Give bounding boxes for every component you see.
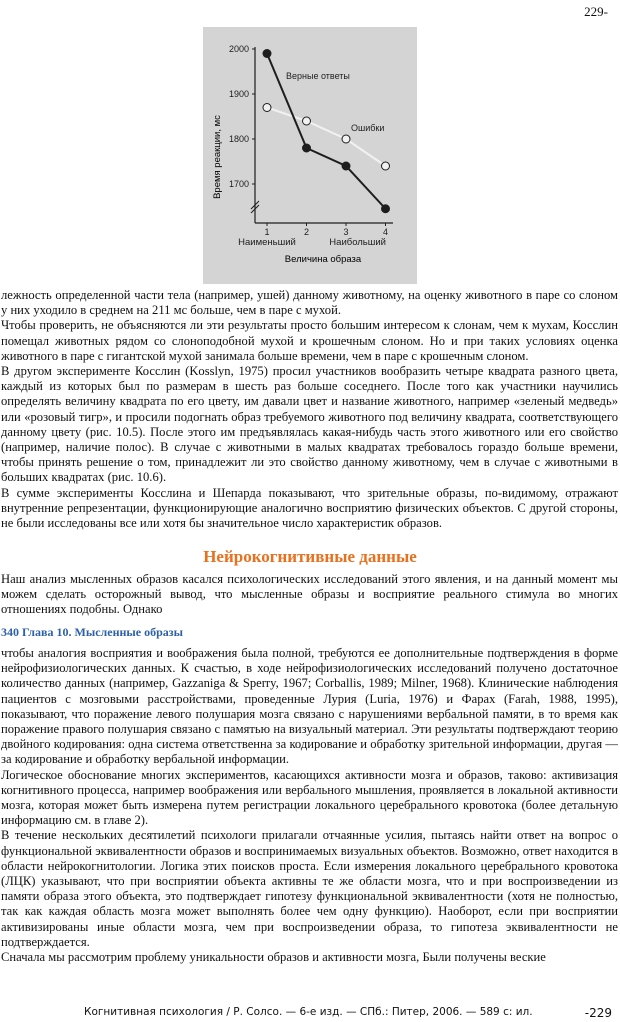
paragraph: Логическое обоснование многих экспериментов, касающихся активности мозга и образов, таково: активизация когнитивного процесса, например воображения или вербального мышления, проявляется в локальной активности мозга, которая может быть измерена путем регистрации локального церебрального кровотока (более детальную информацию см. в главе 2). (1, 767, 618, 828)
text-block-top (1, 288, 618, 531)
text-block-main (1, 646, 618, 965)
paragraph: В другом эксперименте Косслин (Kosslyn, 1975) просил участников вообразить четыре квадрата разного цвета, каждый из которых был по размерам в шесть раз больше соседнего. После того как участники научились определять величину квадрата по его цвету, им давали цвет и название животного, например «зеленый медведь» или «розовый тигр», и просили подогнать образ требуемого животного под величину квадрата, соответствующего данному цвету (рис. 10.5). После этого им предъявлялась какая-нибудь часть этого животного или его свойство (например, наличие полос). В случае с животными в малых квадратах требовалось гораздо больше времени, чтобы принять решение о том, принадлежит ли это свойство данному животному, чем в случае с животными в больших квадратах (рис. 10.6). (1, 364, 618, 485)
paragraph: Сначала мы рассмотрим проблему уникальности образов и активности мозга, Были получены веские (1, 950, 546, 965)
paragraph: В сумме эксперименты Косслина и Шепарда показывают, что зрительные образы, по-видимому, отражают внутренние репрезентации, функционирующие аналогично восприятию физических объектов. С другой стороны, не были исследованы все или хотя бы значительное число характеристик образов. (1, 485, 618, 531)
data-point (382, 162, 390, 170)
paragraph: Наш анализ мысленных образов касался психологических исследований этого явления, и на данный момент мы можем сделать осторожный вывод, что мысленные образы и восприятие реального стимула во многих отношениях подобны. Однако (1, 572, 618, 617)
data-point (263, 50, 271, 58)
reaction-time-figure (203, 27, 417, 284)
y-tick-label: 1800 (228, 134, 249, 144)
y-tick-label: 1900 (228, 89, 249, 99)
paragraph: Чтобы проверить, не объясняются ли эти результаты просто большим интересом к слонам, чем к мухам, Косслин помещал животных рядом со слоноподобной мухой и крошечным слоном. Но и при таких условиях оценка животного в паре с гигантской мухой занимала больше времени, чем в паре с крошечным слоном. (1, 318, 618, 363)
y-tick-label: 2000 (228, 44, 249, 54)
data-point (263, 104, 271, 112)
x-tick-label: 1 (264, 227, 270, 237)
y-tick-label: 1700 (228, 179, 249, 189)
text-block-intro (1, 572, 618, 618)
paragraph: В течение нескольких десятилетий психологи прилагали отчаянные усилия, пытаясь найти ответ на вопрос о функциональной эквивалентности образов и воспринимаемых визуальных объектов. Возможно, ответ находится в области нейрокогнитологии. Логика этих поисков проста. Если измерения локального церебрального кровотока (ЛЦК) указывают, что при восприятии объекта активны те же области мозга, что и при воспроизведении из памяти образа этого объекта, это подтверждает гипотезу функциональной эквивалентности (хотя не полностью, так как каждая область мозга может выполнять более чем одну функцию). Наоборот, если при восприятии активизированы иные области мозга, чем при воспроизведении образа, то гипотеза эквивалентности не подтверждается. (1, 828, 618, 949)
data-point (303, 144, 311, 152)
paragraph: чтобы аналогия восприятия и воображения была полной, требуются ее дополнительные подтверждения в форме нейрофизиологических данных. К счастью, в ходе нейрофизиологических исследований получено достаточное количество данных (например, Gazzaniga & Sperry, 1967; Corballis, 1989; Milner, 1968). Клинические наблюдения пациентов с мозговыми расстройствами, проведенные Лурия (Luria, 1976) и Фарах (Farah, 1988, 1995), показывают, что поражение левого полушария мозга связано с нарушениями вербальной памяти, в то время как поражение правого полушария связано с памятью на визуальный материал. Эти результаты подтверждают теорию двойного кодирования: одна система ответственна за кодирование и обработку зрительной информации, другая — за кодирование и обработку вербальной информации. (1, 646, 618, 767)
paragraph: лежность определенной части тела (например, ушей) данному животному, на оценку животного в паре со слоном у них уходило в среднем на 211 мс больше, чем в паре с мухой. (1, 288, 618, 318)
chapter-reference: 340 Глава 10. Мысленные образы (1, 625, 183, 639)
series-label-errors: Ошибки (351, 123, 385, 133)
data-point (342, 162, 350, 170)
data-point (303, 117, 311, 125)
x-tick-label: 3 (343, 227, 349, 237)
data-point (342, 135, 350, 143)
x-axis-label: Величина образа (284, 254, 362, 265)
section-heading: Нейрокогнитивные данные (203, 547, 417, 566)
series-label-correct: Верные ответы (286, 71, 350, 81)
page-number-top: 229- (584, 4, 608, 19)
footer-citation: Когнитивная психология / Р. Солсо. — 6-е изд. — СПб.: Питер, 2006. — 589 с: ил. (84, 1006, 533, 1018)
x-tick-label: 4 (382, 227, 389, 237)
x-category-label-largest: Наибольший (329, 237, 386, 248)
x-category-label-smallest: Наименьший (238, 237, 296, 248)
y-axis-label: Время реакции, мс (212, 115, 223, 199)
page-number-bottom: -229 (584, 1006, 612, 1020)
data-point (382, 205, 390, 213)
x-tick-label: 2 (303, 227, 310, 237)
